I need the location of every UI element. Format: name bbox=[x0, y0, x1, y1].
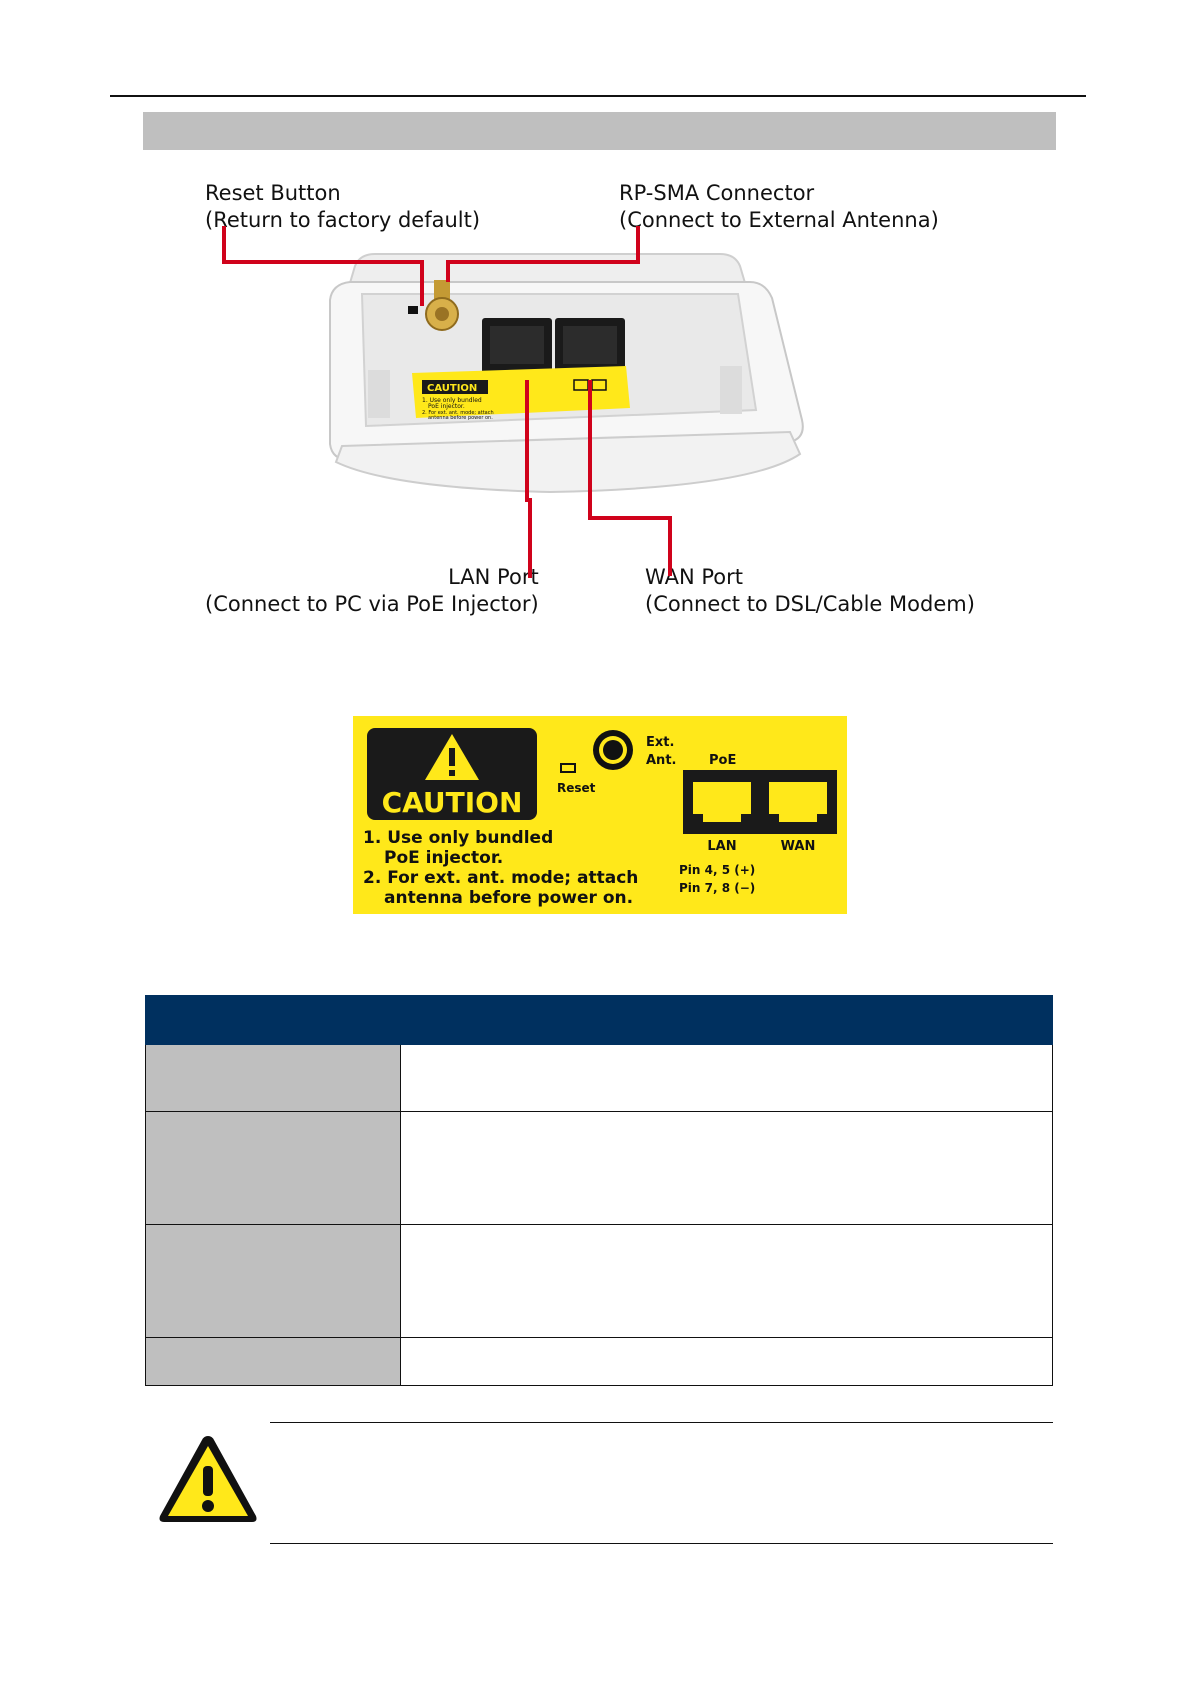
table-row-value-cell bbox=[401, 1112, 1053, 1225]
table-row-value-cell bbox=[401, 1225, 1053, 1338]
table-row-value-cell bbox=[401, 1338, 1053, 1386]
warning-exclamation-bar bbox=[203, 1466, 213, 1496]
label-pin-minus: Pin 7, 8 (−) bbox=[679, 881, 756, 895]
wan-callout-desc: (Connect to DSL/Cable Modem) bbox=[645, 592, 975, 616]
rpsma-callout-title: RP-SMA Connector bbox=[619, 181, 815, 205]
antenna-connector-core bbox=[603, 740, 623, 760]
wan-callout-title: WAN Port bbox=[645, 565, 743, 589]
table-row-value-cell bbox=[401, 1045, 1053, 1112]
table-row-label-cell bbox=[146, 1112, 401, 1225]
table-header-cell-object bbox=[146, 996, 401, 1045]
section-heading-bar bbox=[143, 112, 1056, 150]
sticker-caution-text: CAUTION bbox=[427, 383, 478, 394]
label-ext: Ext. bbox=[646, 735, 675, 750]
label-reset: Reset bbox=[557, 781, 596, 795]
table-row-label-cell bbox=[146, 1338, 401, 1386]
label-wan: WAN bbox=[780, 839, 816, 854]
sticker-line-3: 2. For ext. ant. mode; attach bbox=[422, 410, 494, 416]
label-ant: Ant. bbox=[646, 753, 677, 768]
table-row bbox=[146, 1225, 1053, 1338]
port-spec-table bbox=[145, 995, 1053, 1386]
lan-callout-title: LAN Port bbox=[448, 565, 539, 589]
sticker-line-4: antenna before power on. bbox=[428, 415, 493, 421]
label-instruction-1: 1. Use only bundled bbox=[363, 828, 554, 848]
label-instruction-2: PoE injector. bbox=[384, 848, 504, 868]
table-row bbox=[146, 1112, 1053, 1225]
rpsma-callout-desc: (Connect to External Antenna) bbox=[619, 208, 939, 232]
exclamation-bar bbox=[449, 748, 455, 766]
exclamation-dot bbox=[449, 770, 455, 776]
right-clip bbox=[720, 366, 742, 414]
label-caution-title: CAUTION bbox=[381, 786, 523, 819]
reset-callout-desc: (Return to factory default) bbox=[205, 208, 481, 232]
label-instruction-4: antenna before power on. bbox=[384, 888, 634, 908]
label-pin-plus: Pin 4, 5 (+) bbox=[679, 863, 756, 877]
note-top-rule bbox=[270, 1422, 1053, 1423]
table-row-label-cell bbox=[146, 1045, 401, 1112]
warning-icon bbox=[156, 1432, 260, 1526]
table-row bbox=[146, 1338, 1053, 1386]
note-bottom-rule bbox=[270, 1543, 1053, 1544]
table-row-label-cell bbox=[146, 1225, 401, 1338]
left-clip bbox=[368, 370, 390, 418]
device-port-figure bbox=[190, 170, 1010, 630]
wan-port-inner bbox=[563, 326, 617, 364]
table-header-cell-description bbox=[401, 996, 1053, 1045]
caution-label-figure bbox=[353, 716, 847, 914]
lan-callout-desc: (Connect to PC via PoE Injector) bbox=[205, 592, 539, 616]
label-poe: PoE bbox=[709, 753, 737, 768]
sticker-line-2: PoE injector. bbox=[428, 403, 465, 410]
label-instruction-3: 2. For ext. ant. mode; attach bbox=[363, 868, 639, 888]
label-lan: LAN bbox=[707, 839, 737, 854]
reset-button-hole bbox=[408, 306, 418, 314]
header-rule bbox=[110, 95, 1086, 97]
reset-callout-title: Reset Button bbox=[205, 181, 341, 205]
table-header-row bbox=[146, 996, 1053, 1045]
table-row bbox=[146, 1045, 1053, 1112]
lan-port-inner bbox=[490, 326, 544, 364]
warning-exclamation-dot bbox=[202, 1500, 214, 1512]
sticker-line-1: 1. Use only bundled bbox=[422, 397, 482, 404]
